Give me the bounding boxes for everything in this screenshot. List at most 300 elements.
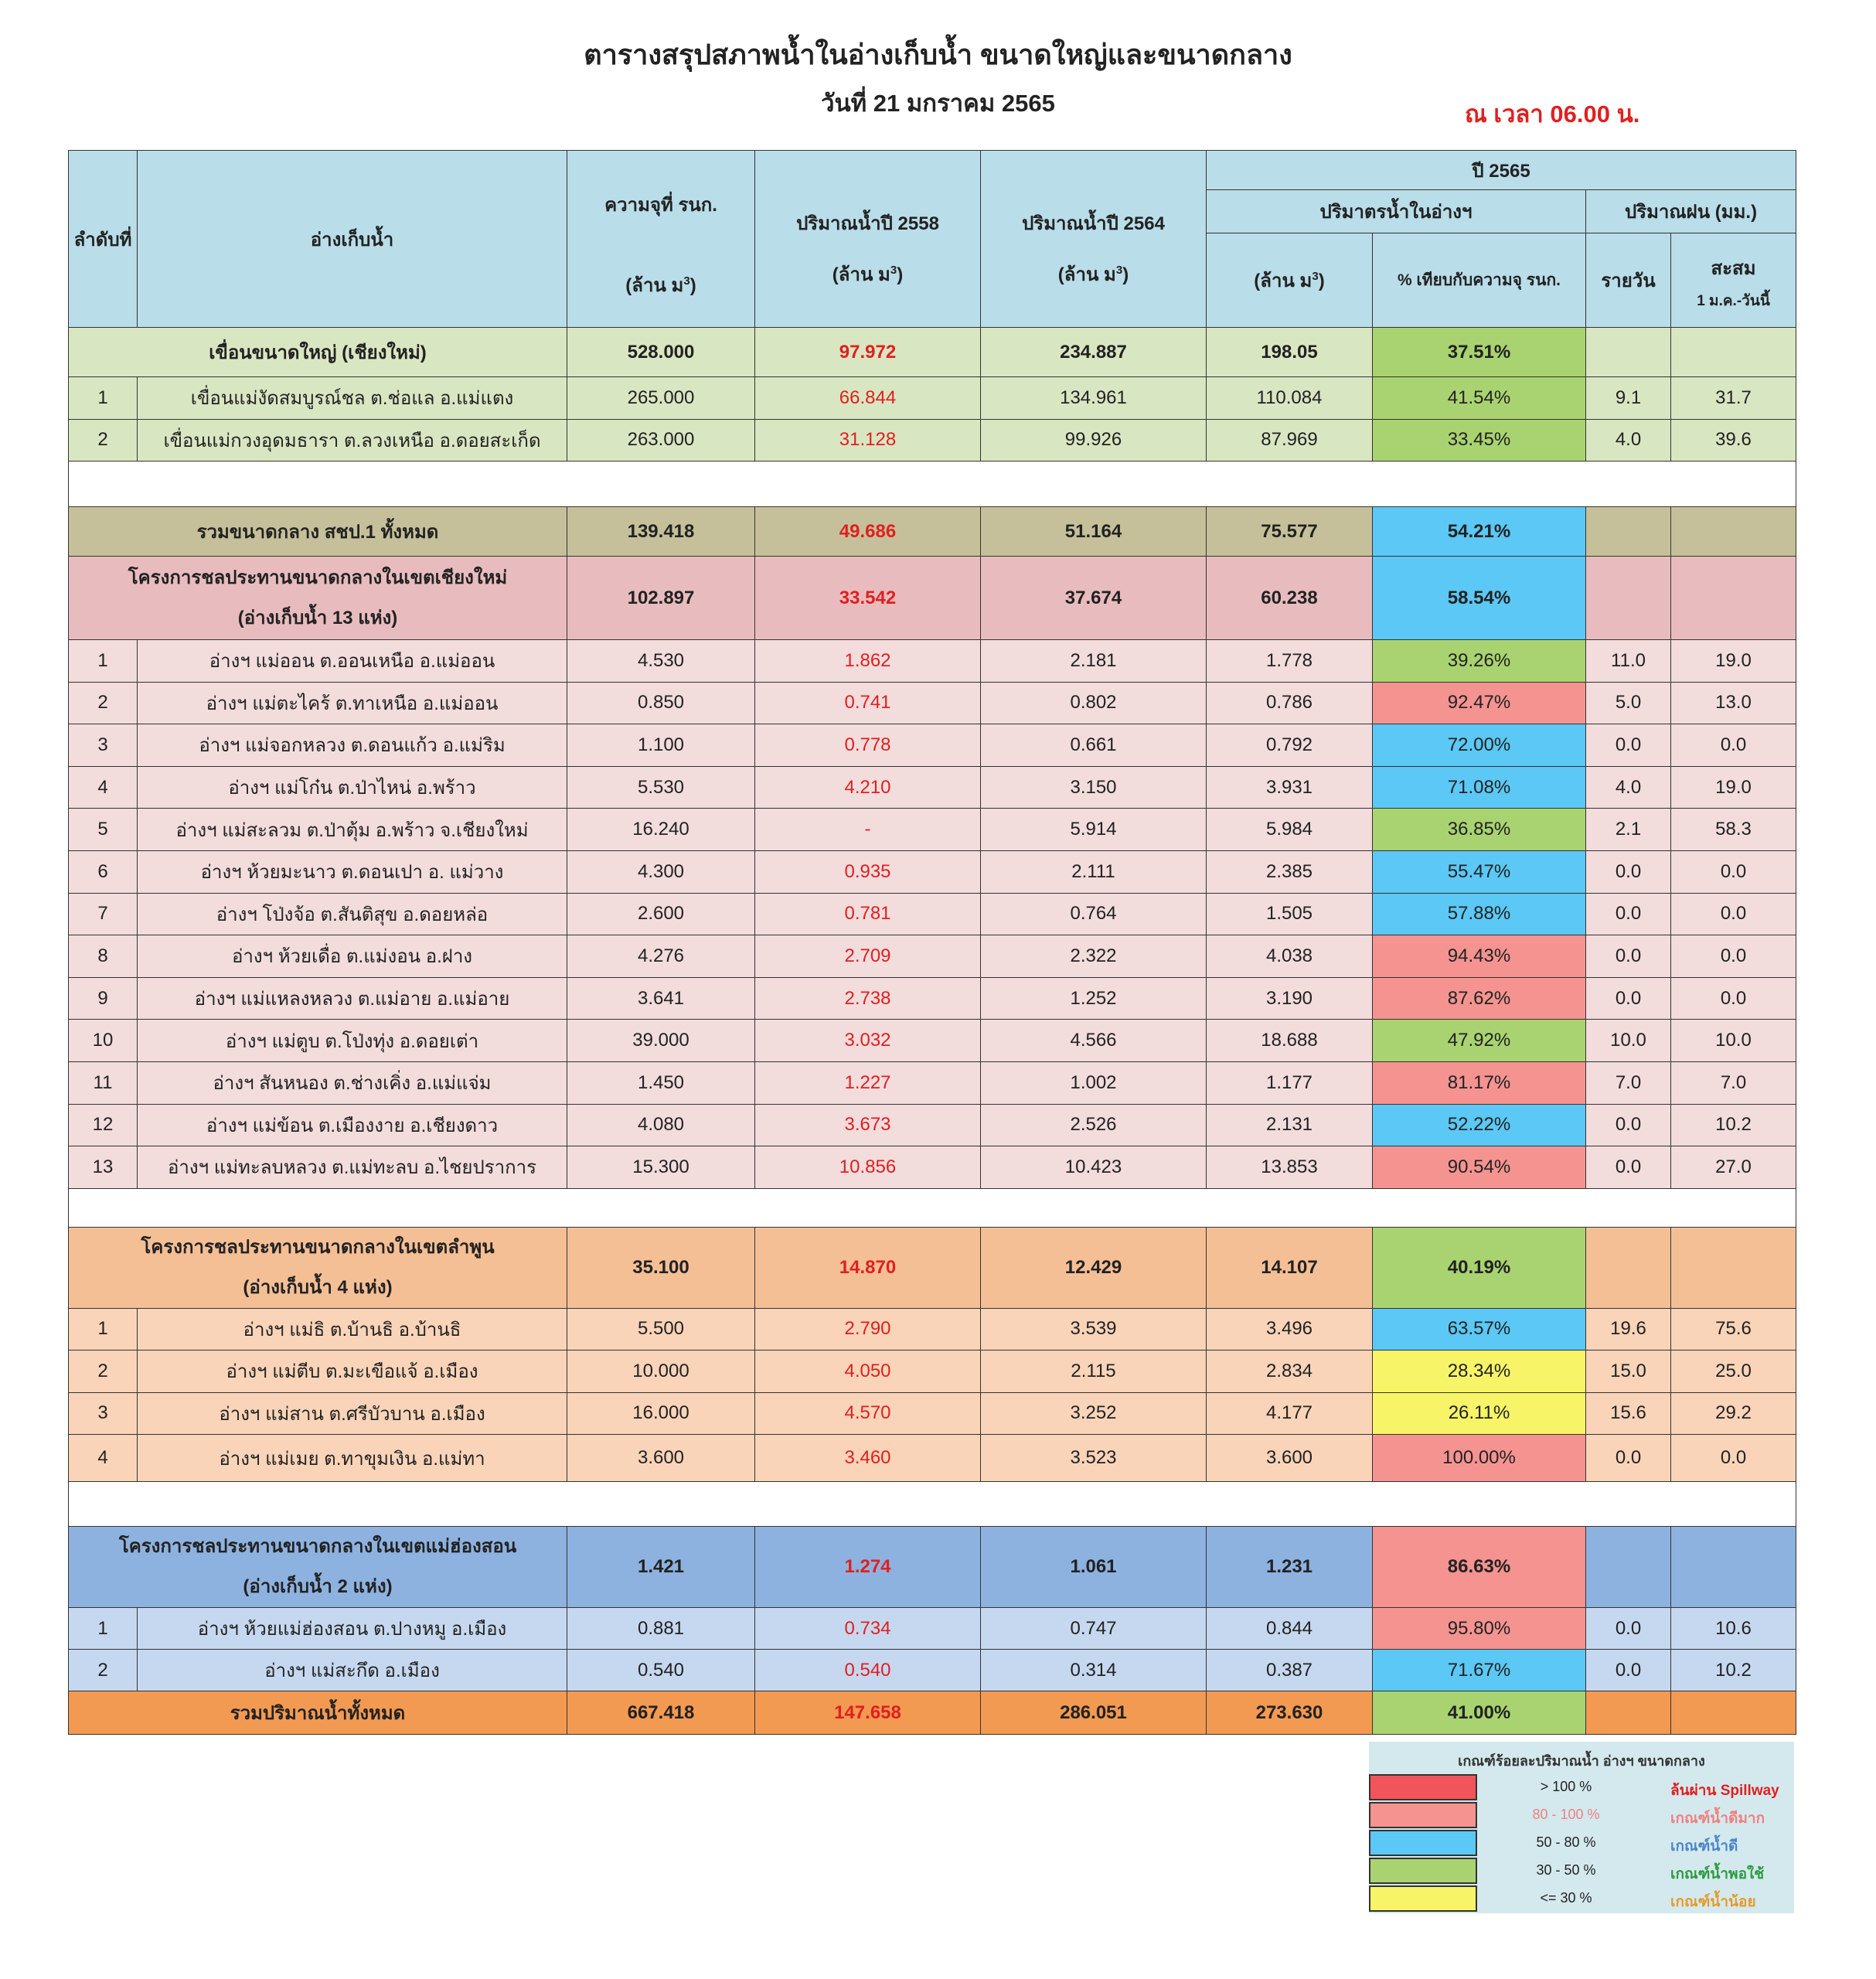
rain-accum-cell: 0.0	[1671, 724, 1796, 767]
reservoir-row	[69, 1608, 1796, 1650]
current-volume-cell: 14.107	[1207, 1227, 1373, 1308]
capacity-cell: 35.100	[567, 1227, 755, 1308]
rain-accum-cell: 10.2	[1671, 1104, 1796, 1146]
current-volume-cell: 198.05	[1207, 328, 1373, 377]
reservoir-name-cell: อ่างฯ โป่งจ้อ ต.สันติสุข อ.ดอยหล่อ	[138, 893, 567, 935]
vol-2558-cell: 0.741	[755, 682, 981, 724]
rain-accum-cell: 0.0	[1671, 1435, 1796, 1482]
vol-2564-cell: 51.164	[981, 507, 1207, 557]
spacer-cell	[69, 1188, 1796, 1227]
rain-accum-cell	[1671, 507, 1796, 557]
group-name-cell	[69, 557, 567, 640]
percent-cell: 52.22%	[1373, 1104, 1586, 1146]
rain-daily-cell: 0.0	[1586, 1608, 1671, 1650]
current-volume-cell: 0.786	[1207, 682, 1373, 724]
current-volume-cell: 3.496	[1207, 1308, 1373, 1351]
vol-2558-cell: 3.460	[755, 1435, 981, 1482]
row-number-cell: 4	[69, 1435, 138, 1482]
group-name-cell: เขื่อนขนาดใหญ่ (เชียงใหม่)	[69, 328, 567, 377]
vol-2564-cell: 37.674	[981, 557, 1207, 640]
vol-2564-cell: 0.802	[981, 682, 1207, 724]
legend	[1369, 1742, 1794, 1913]
vol-2558-cell: 10.856	[755, 1146, 981, 1189]
reservoir-name-cell: อ่างฯ แม่โก๋น ต.ป่าไหน่ อ.พร้าว	[138, 766, 567, 809]
spacer-cell	[69, 1482, 1796, 1527]
group-name: โครงการชลประทานขนาดกลางในเขตเชียงใหม่	[128, 567, 508, 588]
current-volume-cell: 0.844	[1207, 1608, 1373, 1650]
capacity-cell: 39.000	[567, 1020, 755, 1062]
capacity-cell: 16.240	[567, 809, 755, 851]
rain-accum-cell	[1671, 1527, 1796, 1608]
legend-swatch	[1369, 1830, 1477, 1856]
legend-range: > 100 %	[1540, 1779, 1592, 1794]
row-number-cell: 2	[69, 682, 138, 724]
current-volume-cell: 1.177	[1207, 1061, 1373, 1104]
vol-2558-cell: 0.778	[755, 724, 981, 767]
rain-daily-cell: 0.0	[1586, 1650, 1671, 1691]
group-name-cell	[69, 1227, 567, 1308]
page-title: ตารางสรุปสภาพน้ำในอ่างเก็บน้ำ ขนาดใหญ่และขนาดกลาง	[584, 39, 1292, 70]
rain-daily-cell: 0.0	[1586, 935, 1671, 978]
legend-swatch	[1369, 1858, 1477, 1884]
capacity-cell: 102.897	[567, 557, 755, 640]
vol-2564-cell: 2.526	[981, 1104, 1207, 1146]
row-number-cell: 10	[69, 1020, 138, 1062]
rain-accum-cell: 75.6	[1671, 1308, 1796, 1351]
percent-cell: 41.54%	[1373, 377, 1586, 420]
percent-cell: 63.57%	[1373, 1308, 1586, 1351]
reservoir-row	[69, 419, 1796, 462]
rain-accum-cell: 10.0	[1671, 1020, 1796, 1062]
rain-daily-cell: 5.0	[1586, 682, 1671, 724]
rain-accum-cell: 10.6	[1671, 1608, 1796, 1650]
rain-accum-cell: 0.0	[1671, 850, 1796, 893]
group-summary-row	[69, 1227, 1796, 1308]
row-number-cell: 3	[69, 1392, 138, 1435]
vol-2558-cell: 1.862	[755, 640, 981, 683]
rain-daily-cell: 11.0	[1586, 640, 1671, 683]
reservoir-row	[69, 1351, 1796, 1393]
col-reservoir: อ่างเก็บน้ำ	[138, 151, 567, 328]
capacity-cell: 3.600	[567, 1435, 755, 1482]
legend-swatch	[1369, 1774, 1477, 1800]
row-number-cell: 11	[69, 1061, 138, 1104]
percent-cell: 47.92%	[1373, 1020, 1586, 1062]
capacity-cell: 4.300	[567, 850, 755, 893]
vol-2558-cell: 49.686	[755, 507, 981, 557]
col-order: ลำดับที่	[69, 151, 138, 328]
group-summary-row	[69, 557, 1796, 640]
capacity-cell: 5.500	[567, 1308, 755, 1351]
rain-daily-cell: 10.0	[1586, 1020, 1671, 1062]
reservoir-name-cell: อ่างฯ แม่ธิ ต.บ้านธิ อ.บ้านธิ	[138, 1308, 567, 1351]
vol-2564-cell: 2.111	[981, 850, 1207, 893]
reservoir-name-cell: อ่างฯ แม่สาน ต.ศรีบัวบาน อ.เมือง	[138, 1392, 567, 1435]
percent-cell: 58.54%	[1373, 557, 1586, 640]
row-number-cell: 1	[69, 640, 138, 683]
reservoir-name-cell: อ่างฯ แม่สะกึด อ.เมือง	[138, 1650, 567, 1691]
rain-daily-cell: 0.0	[1586, 1435, 1671, 1482]
capacity-cell: 16.000	[567, 1392, 755, 1435]
percent-cell: 55.47%	[1373, 850, 1586, 893]
row-number-cell: 8	[69, 935, 138, 978]
reservoir-row	[69, 1308, 1796, 1351]
capacity-cell: 0.540	[567, 1650, 755, 1691]
rain-daily-cell: 2.1	[1586, 809, 1671, 851]
vol-2564-cell: 0.747	[981, 1608, 1207, 1650]
vol-2558-cell: 3.032	[755, 1020, 981, 1062]
vol-2564-cell: 3.252	[981, 1392, 1207, 1435]
rain-accum-cell: 19.0	[1671, 640, 1796, 683]
capacity-cell: 0.850	[567, 682, 755, 724]
group-count: (อ่างเก็บน้ำ 2 แห่ง)	[243, 1576, 393, 1598]
current-volume-cell: 273.630	[1207, 1691, 1373, 1735]
legend-title: เกณฑ์ร้อยละปริมาณน้ำ อ่างฯ ขนาดกลาง	[1458, 1753, 1705, 1769]
legend-range: 50 - 80 %	[1536, 1834, 1596, 1850]
capacity-cell: 5.530	[567, 766, 755, 809]
legend-desc: เกณฑ์น้ำดีมาก	[1670, 1810, 1765, 1827]
legend-swatch	[1369, 1885, 1477, 1912]
legend-range: 30 - 50 %	[1536, 1862, 1596, 1878]
rain-accum-cell: 29.2	[1671, 1392, 1796, 1435]
legend-desc: เกณฑ์น้ำน้อย	[1670, 1894, 1756, 1910]
col-pct: % เทียบกับความจุ รนก.	[1373, 233, 1586, 328]
vol-2558-cell: 0.781	[755, 893, 981, 935]
capacity-cell: 4.530	[567, 640, 755, 683]
percent-cell: 41.00%	[1373, 1691, 1586, 1735]
reservoir-row	[69, 766, 1796, 809]
capacity-cell: 3.641	[567, 977, 755, 1020]
reservoir-name-cell: เขื่อนแม่กวงอุดมธารา ต.ลวงเหนือ อ.ดอยสะเก็ด	[138, 419, 567, 462]
current-volume-cell: 110.084	[1207, 377, 1373, 420]
percent-cell: 92.47%	[1373, 682, 1586, 724]
capacity-cell: 1.100	[567, 724, 755, 767]
vol-2564-cell: 0.661	[981, 724, 1207, 767]
capacity-cell: 1.450	[567, 1061, 755, 1104]
current-volume-cell: 2.131	[1207, 1104, 1373, 1146]
legend-range: 80 - 100 %	[1532, 1807, 1600, 1822]
rain-daily-cell	[1586, 328, 1671, 377]
reservoir-row	[69, 850, 1796, 893]
percent-cell: 36.85%	[1373, 809, 1586, 851]
current-volume-cell: 75.577	[1207, 507, 1373, 557]
percent-cell: 87.62%	[1373, 977, 1586, 1020]
percent-cell: 90.54%	[1373, 1146, 1586, 1189]
reservoir-name-cell: อ่างฯ แม่ตะไคร้ ต.ทาเหนือ อ.แม่ออน	[138, 682, 567, 724]
col-rain: ปริมาณฝน (มม.)	[1586, 190, 1796, 233]
reservoir-row	[69, 935, 1796, 978]
reservoir-name-cell: อ่างฯ แม่ข้อน ต.เมืองงาย อ.เชียงดาว	[138, 1104, 567, 1146]
rain-daily-cell: 0.0	[1586, 724, 1671, 767]
reservoir-row	[69, 809, 1796, 851]
percent-cell: 26.11%	[1373, 1392, 1586, 1435]
capacity-cell: 2.600	[567, 893, 755, 935]
row-number-cell: 1	[69, 1308, 138, 1351]
percent-cell: 72.00%	[1373, 724, 1586, 767]
rain-daily-cell: 0.0	[1586, 1104, 1671, 1146]
vol-2564-cell: 2.181	[981, 640, 1207, 683]
group-count: (อ่างเก็บน้ำ 4 แห่ง)	[243, 1276, 393, 1298]
percent-cell: 28.34%	[1373, 1351, 1586, 1393]
current-volume-cell: 1.231	[1207, 1527, 1373, 1608]
row-number-cell: 7	[69, 893, 138, 935]
reservoir-row	[69, 377, 1796, 420]
spacer-cell	[69, 462, 1796, 507]
spacer-row	[69, 1188, 1796, 1227]
percent-cell: 100.00%	[1373, 1435, 1586, 1482]
current-volume-cell: 3.190	[1207, 977, 1373, 1020]
col-accum: สะสม 1 ม.ค.-วันนี้	[1671, 233, 1796, 328]
percent-cell: 54.21%	[1373, 507, 1586, 557]
reservoir-name-cell: อ่างฯ แม่ทะลบหลวง ต.แม่ทะลบ อ.ไชยปราการ	[138, 1146, 567, 1189]
reservoir-name-cell: อ่างฯ แม่จอกหลวง ต.ดอนแก้ว อ.แม่ริม	[138, 724, 567, 767]
vol-2558-cell: 2.790	[755, 1308, 981, 1351]
reservoir-name-cell: อ่างฯ ห้วยแม่ฮ่องสอน ต.ปางหมู อ.เมือง	[138, 1608, 567, 1650]
current-volume-cell: 0.387	[1207, 1650, 1373, 1691]
group-name-cell: รวมขนาดกลาง สชป.1 ทั้งหมด	[69, 507, 567, 557]
rain-accum-cell: 19.0	[1671, 766, 1796, 809]
vol-2558-cell: 0.540	[755, 1650, 981, 1691]
capacity-cell: 667.418	[567, 1691, 755, 1735]
rain-daily-cell: 7.0	[1586, 1061, 1671, 1104]
current-volume-cell: 13.853	[1207, 1146, 1373, 1189]
reservoir-name-cell: อ่างฯ แม่สะลวม ต.ป่าตุ้ม อ.พร้าว จ.เชียงใหม่	[138, 809, 567, 851]
current-volume-cell: 2.385	[1207, 850, 1373, 893]
reservoir-row	[69, 1392, 1796, 1435]
rain-daily-cell: 19.6	[1586, 1308, 1671, 1351]
percent-cell: 71.67%	[1373, 1650, 1586, 1691]
capacity-cell: 263.000	[567, 419, 755, 462]
legend-desc: ล้นผ่าน Spillway	[1670, 1783, 1779, 1799]
reservoir-name-cell: เขื่อนแม่งัดสมบูรณ์ชล ต.ช่อแล อ.แม่แตง	[138, 377, 567, 420]
rain-accum-cell	[1671, 1691, 1796, 1735]
vol-2558-cell: -	[755, 809, 981, 851]
vol-2564-cell: 12.429	[981, 1227, 1207, 1308]
col-2564: ปริมาณน้ำปี 2564 (ล้าน ม$^3$)	[981, 151, 1207, 328]
rain-daily-cell: 9.1	[1586, 377, 1671, 420]
capacity-cell: 1.421	[567, 1527, 755, 1608]
rain-accum-cell: 0.0	[1671, 893, 1796, 935]
reservoir-row	[69, 1061, 1796, 1104]
reservoir-row	[69, 977, 1796, 1020]
reservoir-name-cell: อ่างฯ ห้วยเดื่อ ต.แม่งอน อ.ฝาง	[138, 935, 567, 978]
rain-accum-cell: 39.6	[1671, 419, 1796, 462]
capacity-cell: 10.000	[567, 1351, 755, 1393]
percent-cell: 37.51%	[1373, 328, 1586, 377]
rain-daily-cell	[1586, 1527, 1671, 1608]
rain-daily-cell: 15.0	[1586, 1351, 1671, 1393]
vol-2564-cell: 1.252	[981, 977, 1207, 1020]
vol-2558-cell: 97.972	[755, 328, 981, 377]
current-volume-cell: 4.177	[1207, 1392, 1373, 1435]
capacity-cell: 139.418	[567, 507, 755, 557]
vol-2558-cell: 3.673	[755, 1104, 981, 1146]
rain-accum-cell: 31.7	[1671, 377, 1796, 420]
vol-2558-cell: 2.709	[755, 935, 981, 978]
percent-cell: 71.08%	[1373, 766, 1586, 809]
rain-daily-cell	[1586, 1691, 1671, 1735]
vol-2564-cell: 0.314	[981, 1650, 1207, 1691]
reservoir-row	[69, 682, 1796, 724]
rain-daily-cell	[1586, 1227, 1671, 1308]
capacity-cell: 0.881	[567, 1608, 755, 1650]
vol-2564-cell: 1.002	[981, 1061, 1207, 1104]
rain-daily-cell: 0.0	[1586, 850, 1671, 893]
rain-accum-cell: 13.0	[1671, 682, 1796, 724]
vol-2558-cell: 4.050	[755, 1351, 981, 1393]
percent-cell: 86.63%	[1373, 1527, 1586, 1608]
reservoir-row	[69, 1146, 1796, 1189]
reservoir-table	[68, 150, 1796, 1735]
vol-2558-cell: 14.870	[755, 1227, 981, 1308]
reservoir-name-cell: อ่างฯ ห้วยมะนาว ต.ดอนเปา อ. แม่วาง	[138, 850, 567, 893]
current-volume-cell: 60.238	[1207, 557, 1373, 640]
reservoir-name-cell: อ่างฯ แม่ออน ต.ออนเหนือ อ.แม่ออน	[138, 640, 567, 683]
percent-cell: 57.88%	[1373, 893, 1586, 935]
rain-daily-cell	[1586, 557, 1671, 640]
vol-2564-cell: 234.887	[981, 328, 1207, 377]
rain-accum-cell: 25.0	[1671, 1351, 1796, 1393]
legend-desc: เกณฑ์น้ำพอใช้	[1670, 1866, 1765, 1882]
rain-daily-cell: 4.0	[1586, 766, 1671, 809]
reservoir-name-cell: อ่างฯ แม่ตีบ ต.มะเขือแจ้ อ.เมือง	[138, 1351, 567, 1393]
percent-cell: 33.45%	[1373, 419, 1586, 462]
reservoir-row	[69, 1435, 1796, 1482]
capacity-cell: 4.276	[567, 935, 755, 978]
vol-2558-cell: 66.844	[755, 377, 981, 420]
capacity-cell: 265.000	[567, 377, 755, 420]
vol-2558-cell: 2.738	[755, 977, 981, 1020]
percent-cell: 81.17%	[1373, 1061, 1586, 1104]
vol-2564-cell: 1.061	[981, 1527, 1207, 1608]
rain-daily-cell: 15.6	[1586, 1392, 1671, 1435]
group-count: (อ่างเก็บน้ำ 13 แห่ง)	[237, 607, 398, 628]
vol-2564-cell: 0.764	[981, 893, 1207, 935]
vol-2564-cell: 99.926	[981, 419, 1207, 462]
vol-2564-cell: 3.539	[981, 1308, 1207, 1351]
vol-2564-cell: 10.423	[981, 1146, 1207, 1189]
row-number-cell: 1	[69, 1608, 138, 1650]
col-current: ปริมาตรน้ำในอ่างฯ	[1207, 190, 1586, 233]
rain-accum-cell: 0.0	[1671, 977, 1796, 1020]
capacity-cell: 15.300	[567, 1146, 755, 1189]
reservoir-row	[69, 1104, 1796, 1146]
current-volume-cell: 1.778	[1207, 640, 1373, 683]
capacity-cell: 4.080	[567, 1104, 755, 1146]
row-number-cell: 9	[69, 977, 138, 1020]
current-volume-cell: 4.038	[1207, 935, 1373, 978]
vol-2558-cell: 147.658	[755, 1691, 981, 1735]
vol-2558-cell: 33.542	[755, 557, 981, 640]
row-number-cell: 13	[69, 1146, 138, 1189]
legend-desc: เกณฑ์น้ำดี	[1670, 1838, 1738, 1855]
current-volume-cell: 2.834	[1207, 1351, 1373, 1393]
spacer-row	[69, 1482, 1796, 1527]
rain-daily-cell: 0.0	[1586, 1146, 1671, 1189]
percent-cell: 94.43%	[1373, 935, 1586, 978]
rain-daily-cell: 4.0	[1586, 419, 1671, 462]
percent-cell: 95.80%	[1373, 1608, 1586, 1650]
vol-2558-cell: 31.128	[755, 419, 981, 462]
vol-2564-cell: 2.115	[981, 1351, 1207, 1393]
rain-accum-cell: 7.0	[1671, 1061, 1796, 1104]
vol-2558-cell: 1.274	[755, 1527, 981, 1608]
page-date: วันที่ 21 มกราคม 2565	[821, 90, 1055, 117]
vol-2558-cell: 4.210	[755, 766, 981, 809]
reservoir-row	[69, 893, 1796, 935]
col-current-unit: (ล้าน ม$^3$)	[1207, 233, 1373, 328]
current-volume-cell: 18.688	[1207, 1020, 1373, 1062]
vol-2558-cell: 1.227	[755, 1061, 981, 1104]
spacer-row	[69, 462, 1796, 507]
reservoir-name-cell: อ่างฯ แม่แหลงหลวง ต.แม่อาย อ.แม่อาย	[138, 977, 567, 1020]
group-name: โครงการชลประทานขนาดกลางในเขตลำพูน	[141, 1236, 495, 1258]
vol-2558-cell: 4.570	[755, 1392, 981, 1435]
report-time: ณ เวลา 06.00 น.	[1465, 100, 1640, 128]
rain-accum-cell: 58.3	[1671, 809, 1796, 851]
current-volume-cell: 87.969	[1207, 419, 1373, 462]
percent-cell: 39.26%	[1373, 640, 1586, 683]
rain-daily-cell: 0.0	[1586, 893, 1671, 935]
row-number-cell: 2	[69, 419, 138, 462]
legend-range: <= 30 %	[1540, 1890, 1592, 1906]
vol-2564-cell: 2.322	[981, 935, 1207, 978]
legend-swatch	[1369, 1802, 1477, 1828]
rain-accum-cell: 10.2	[1671, 1650, 1796, 1691]
current-volume-cell: 1.505	[1207, 893, 1373, 935]
vol-2564-cell: 3.523	[981, 1435, 1207, 1482]
col-2558: ปริมาณน้ำปี 2558 (ล้าน ม$^3$)	[755, 151, 981, 328]
row-number-cell: 2	[69, 1650, 138, 1691]
row-number-cell: 5	[69, 809, 138, 851]
vol-2558-cell: 0.734	[755, 1608, 981, 1650]
group-name: โครงการชลประทานขนาดกลางในเขตแม่ฮ่องสอน	[118, 1536, 517, 1558]
vol-2564-cell: 286.051	[981, 1691, 1207, 1735]
rain-accum-cell	[1671, 1227, 1796, 1308]
reservoir-row	[69, 724, 1796, 767]
reservoir-row	[69, 1650, 1796, 1691]
group-name-cell	[69, 1527, 567, 1608]
current-volume-cell: 5.984	[1207, 809, 1373, 851]
rain-accum-cell: 0.0	[1671, 935, 1796, 978]
vol-2564-cell: 134.961	[981, 377, 1207, 420]
row-number-cell: 6	[69, 850, 138, 893]
capacity-cell: 528.000	[567, 328, 755, 377]
rain-accum-cell: 27.0	[1671, 1146, 1796, 1189]
rain-daily-cell	[1586, 507, 1671, 557]
reservoir-row	[69, 640, 1796, 683]
rain-accum-cell	[1671, 328, 1796, 377]
vol-2564-cell: 5.914	[981, 809, 1207, 851]
row-number-cell: 2	[69, 1351, 138, 1393]
col-year: ปี 2565	[1207, 151, 1796, 190]
reservoir-name-cell: อ่างฯ แม่เมย ต.ทาขุมเงิน อ.แม่ทา	[138, 1435, 567, 1482]
vol-2564-cell: 4.566	[981, 1020, 1207, 1062]
reservoir-name-cell: อ่างฯ แม่ตูบ ต.โป่งทุ่ง อ.ดอยเต่า	[138, 1020, 567, 1062]
row-number-cell: 4	[69, 766, 138, 809]
group-summary-row	[69, 1527, 1796, 1608]
rain-daily-cell: 0.0	[1586, 977, 1671, 1020]
group-summary-row	[69, 328, 1796, 377]
col-capacity: ความจุที่ รนก. (ล้าน ม$^3$)	[567, 151, 755, 328]
group-summary-row	[69, 507, 1796, 557]
vol-2558-cell: 0.935	[755, 850, 981, 893]
current-volume-cell: 0.792	[1207, 724, 1373, 767]
vol-2564-cell: 3.150	[981, 766, 1207, 809]
row-number-cell: 1	[69, 377, 138, 420]
percent-cell: 40.19%	[1373, 1227, 1586, 1308]
col-daily: รายวัน	[1586, 233, 1671, 328]
